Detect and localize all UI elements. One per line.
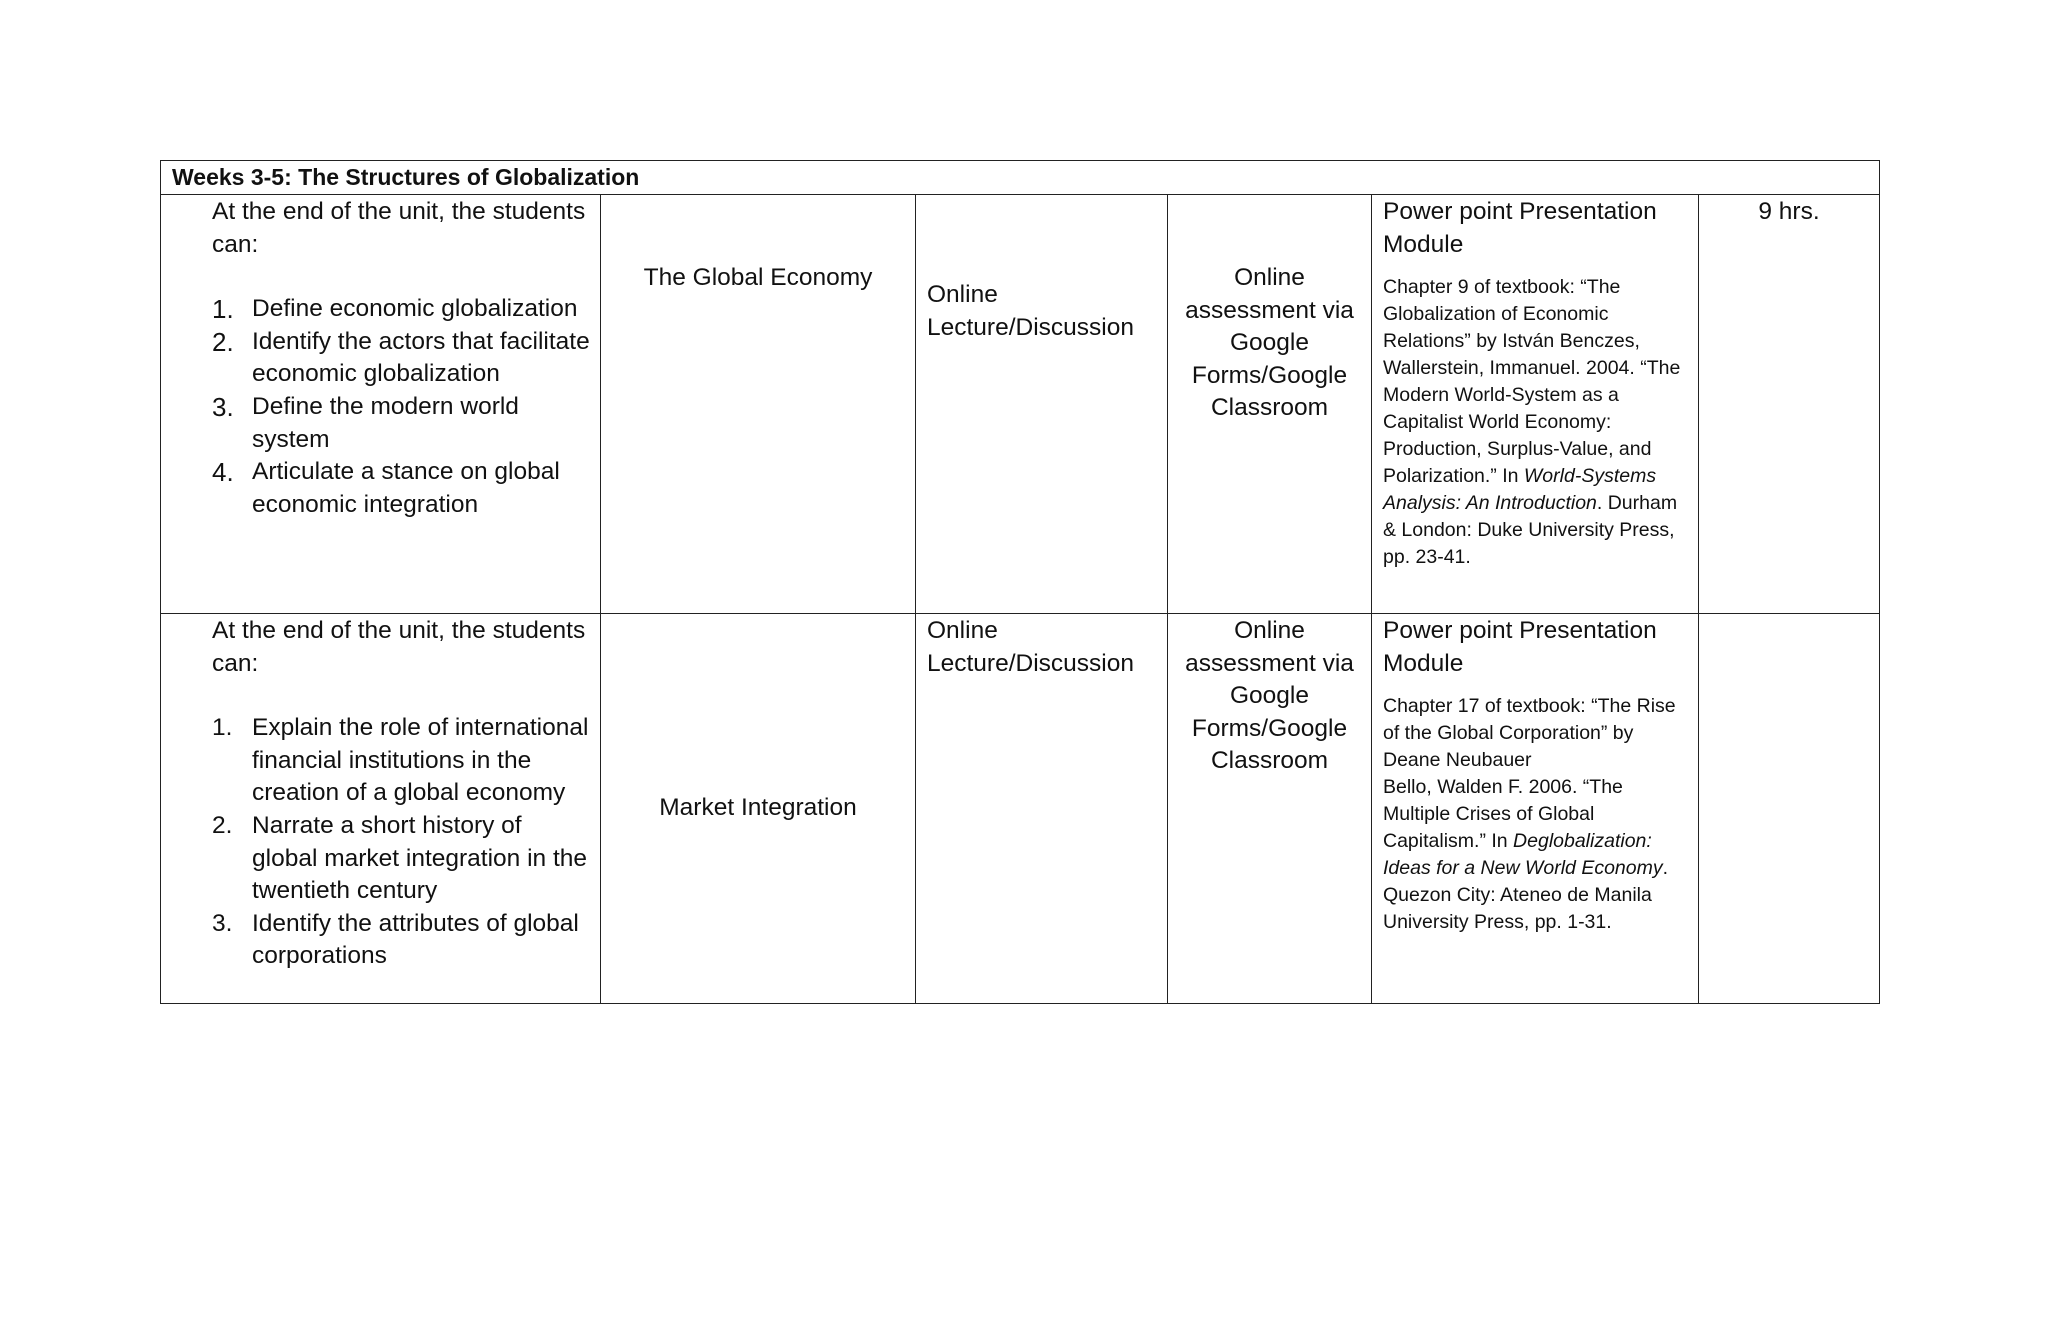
method-cell [916, 614, 1168, 1004]
list-item-text: Define the modern world system [252, 392, 519, 453]
hours-text: 9 hrs. [1758, 198, 1820, 225]
assessment-cell [1168, 195, 1372, 614]
topic-cell [601, 195, 916, 614]
list-item [212, 293, 590, 326]
topic-text: The Global Economy [643, 263, 873, 291]
list-item [212, 712, 590, 810]
method-text: Online Lecture/Discussion [927, 617, 1134, 677]
references [1383, 274, 1690, 571]
list-item-text: Identify the attributes of global corporations [252, 909, 579, 970]
resources-cell [1372, 195, 1699, 614]
resources-cell [1372, 614, 1699, 1004]
assessment-cell [1168, 614, 1372, 1004]
resources-main: Power point Presentation Module [1383, 617, 1657, 677]
outcomes-intro: At the end of the unit, the students can: [212, 198, 586, 258]
table-row [161, 195, 1880, 614]
learning-outcomes-cell [161, 195, 601, 614]
list-item [212, 391, 590, 456]
learning-outcomes-cell [161, 614, 601, 1004]
outcomes-list [212, 293, 590, 521]
reference-citation: Bello, Walden F. 2006. “The Multiple Crises of Global Capitalism.” In Deglobalization: Ideas for a New World Economy. Quezon City: Ateneo de Manila University Press, pp. 1-31. [1383, 776, 1669, 934]
topic-cell [601, 614, 916, 1004]
reference-title: Deglobalization: Ideas for a New World Economy [1383, 830, 1663, 880]
table-row [161, 614, 1880, 1004]
list-item [212, 326, 590, 391]
section-header: Weeks 3-5: The Structures of Globalization [161, 161, 1880, 195]
resources-main: Power point Presentation Module [1383, 198, 1657, 258]
method-cell [916, 195, 1168, 614]
list-number: 2. [212, 811, 233, 839]
list-number: 1. [212, 294, 234, 325]
list-number: 1. [212, 714, 233, 742]
list-number: 3. [212, 909, 233, 937]
hours-cell [1699, 614, 1880, 1004]
hours-cell [1699, 195, 1880, 614]
list-number: 3. [212, 391, 234, 422]
list-item [212, 810, 590, 908]
assessment-text: Online assessment via Google Forms/Google Classroom [1185, 617, 1354, 775]
list-number: 2. [212, 326, 234, 357]
list-item-text: Define economic globalization [252, 295, 578, 323]
reference-textbook: Chapter 9 of textbook: “The Globalization of Economic Relations” by István Benczes, [1383, 276, 1640, 353]
reference-citation: Wallerstein, Immanuel. 2004. “The Modern World-System as a Capitalist World Economy: Production, Surplus-Value, and Polarization.” In World-Systems Analysis: An Introduction. Durham & London: Duke University Press, pp. 23-41. [1383, 357, 1681, 569]
list-item-text: Explain the role of international financial institutions in the creation of a global economy [252, 714, 589, 807]
list-item-text: Narrate a short history of global market integration in the twentieth century [252, 811, 588, 905]
list-item [212, 456, 590, 521]
list-item-text: Identify the actors that facilitate economic globalization [252, 327, 590, 388]
list-item [212, 908, 590, 973]
list-number: 4. [212, 457, 234, 488]
outcomes-intro: At the end of the unit, the students can: [212, 617, 586, 677]
assessment-text: Online assessment via Google Forms/Google Classroom [1185, 264, 1354, 422]
references [1383, 693, 1690, 936]
reference-title: World-Systems Analysis: An Introduction [1383, 465, 1657, 515]
reference-textbook: Chapter 17 of textbook: “The Rise of the Global Corporation” by Deane Neubauer [1383, 695, 1676, 772]
section-header-row [161, 161, 1880, 195]
topic-text: Market Integration [659, 794, 857, 822]
method-text: Online Lecture/Discussion [927, 281, 1134, 341]
syllabus-table [160, 160, 1880, 1004]
outcomes-list [212, 712, 590, 973]
list-item-text: Articulate a stance on global economic integration [252, 458, 560, 518]
